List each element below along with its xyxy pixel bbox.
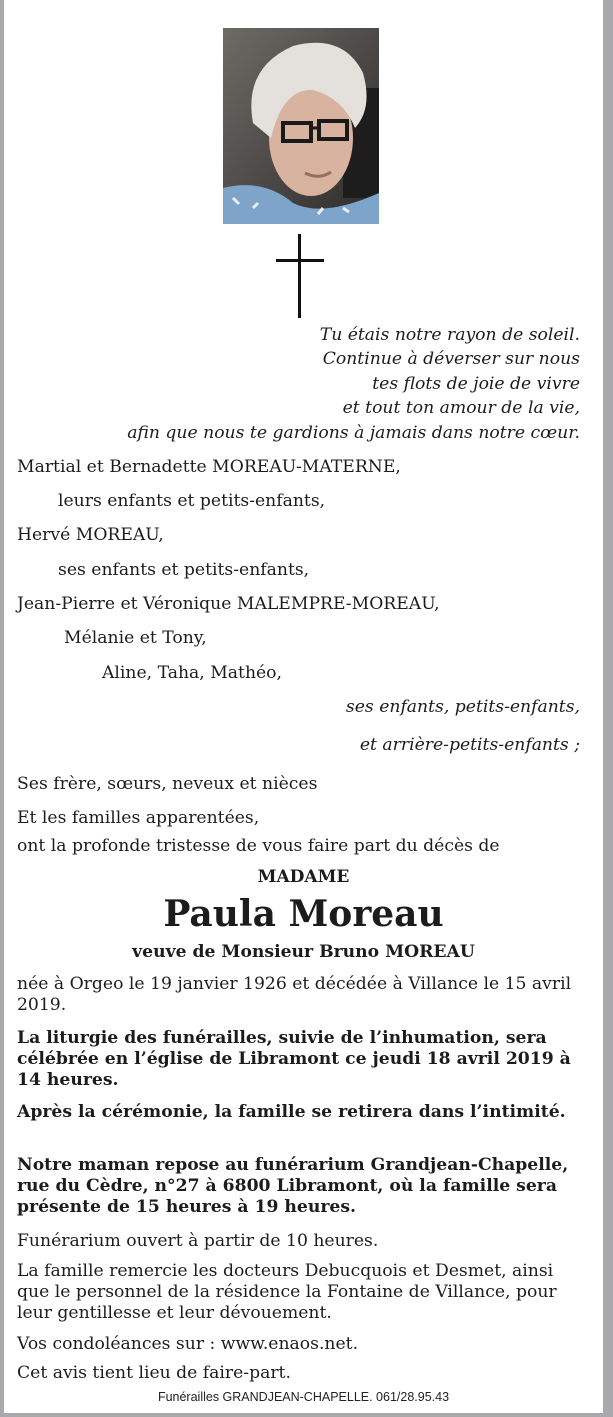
liturgy-info: La liturgie des funérailles, suivie de l’inhumation, sera célébrée en l’église de Libramont ce jeudi 18 avril 2019 à 14 heures.: [17, 1028, 571, 1090]
family-line: Mélanie et Tony,: [64, 628, 207, 648]
family-line: Martial et Bernadette MOREAU-MATERNE,: [17, 457, 401, 477]
family-line: Aline, Taha, Mathéo,: [102, 663, 282, 683]
funeral-home-info: Notre maman repose au funérarium Grandjean-Chapelle, rue du Cèdre, n°27 à 6800 Libramont, où la famille sera présente de 15 heures à 19 heures.: [17, 1155, 569, 1217]
portrait-photo: [223, 28, 379, 224]
poem-line: et tout ton amour de la vie,: [342, 398, 580, 418]
poem-line: Continue à déverser sur nous: [322, 349, 580, 369]
family-line: Ses frère, sœurs, neveux et nièces: [17, 774, 318, 794]
obituary-card: [4, 0, 603, 1413]
family-line: Hervé MOREAU,: [17, 525, 164, 545]
after-ceremony: Après la cérémonie, la famille se retirera dans l’intimité.: [17, 1102, 566, 1122]
deceased-title: MADAME: [257, 867, 350, 887]
condolences: Vos condoléances sur : www.enaos.net.: [17, 1334, 359, 1354]
family-line: Et les familles apparentées,: [17, 808, 260, 828]
family-line: Jean-Pierre et Véronique MALEMPRE-MOREAU,: [17, 594, 440, 614]
family-line: ont la profonde tristesse de vous faire part du décès de: [17, 836, 500, 856]
deceased-name: Paula Moreau: [163, 893, 444, 935]
birth-death: née à Orgeo le 19 janvier 1926 et décédée à Villance le 15 avril 2019.: [17, 974, 572, 1015]
poem-line: Tu étais notre rayon de soleil.: [319, 325, 580, 345]
family-line: ses enfants, petits-enfants,: [345, 697, 580, 717]
family-line: ses enfants et petits-enfants,: [58, 560, 310, 580]
cross-icon: [276, 234, 324, 318]
poem-line: afin que nous te gardions à jamais dans notre cœur.: [127, 423, 580, 443]
notice: Cet avis tient lieu de faire-part.: [17, 1363, 291, 1383]
family-line: leurs enfants et petits-enfants,: [58, 491, 326, 511]
family-line: et arrière-petits-enfants ;: [359, 735, 580, 755]
portrait-image: [223, 28, 379, 224]
funeral-home-hours: Funérarium ouvert à partir de 10 heures.: [17, 1231, 379, 1251]
thanks: La famille remercie les docteurs Debucquois et Desmet, ainsi que le personnel de la résidence la Fontaine de Villance, pour leur gentillesse et leur dévouement.: [17, 1261, 557, 1323]
funeral-home-footer: Funérailles GRANDJEAN-CHAPELLE. 061/28.95.43: [157, 1390, 450, 1404]
widow-of: veuve de Monsieur Bruno MOREAU: [132, 942, 475, 962]
poem-line: tes flots de joie de vivre: [372, 374, 580, 394]
